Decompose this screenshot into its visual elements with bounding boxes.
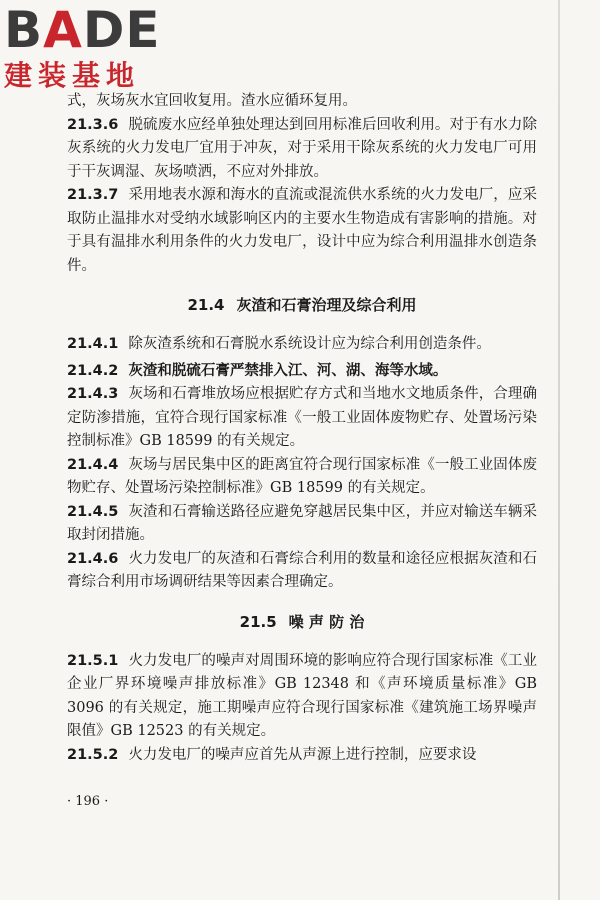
clause-number: 21.5.2 bbox=[67, 746, 119, 763]
clause-21-4-4 bbox=[67, 454, 537, 501]
clause-number: 21.4.6 bbox=[67, 550, 119, 567]
clause-number: 21.4.4 bbox=[67, 456, 119, 473]
logo-subtitle: 建装基地 bbox=[4, 59, 141, 92]
clause-21-5-2 bbox=[67, 744, 537, 768]
section-title: 灰渣和石膏治理及综合利用 bbox=[236, 296, 417, 314]
clause-21-5-1 bbox=[67, 650, 537, 744]
logo-wordmark: BADE bbox=[4, 1, 161, 59]
clause-21-3-6 bbox=[67, 114, 537, 185]
clause-text: 灰场和石膏堆放场应根据贮存方式和当地水文地质条件，合理确定防渗措施，宜符合现行国家标准《一般工业固体废物贮存、处置场污染控制标准》GB 18599 的有关规定。 bbox=[67, 386, 537, 449]
section-heading-21-5 bbox=[67, 611, 537, 633]
clause-number: 21.4.1 bbox=[67, 336, 119, 352]
clause-21-4-6 bbox=[67, 548, 537, 595]
clause-text: 脱硫废水应经单独处理达到回用标准后回收利用。对于有水力除灰系统的火力发电厂宜用于冲灰，对于采用干除灰系统的火力发电厂可用于干灰调湿、灰场喷洒，不应对外排放。 bbox=[67, 116, 537, 180]
section-number: 21.4 bbox=[187, 296, 225, 314]
clause-21-3-7 bbox=[67, 184, 537, 278]
clause-text: 灰渣和石膏输送路径应避免穿越居民集中区，并应对输送车辆采取封闭措施。 bbox=[67, 503, 537, 543]
clause-text: 灰场与居民集中区的距离宜符合现行国家标准《一般工业固体废物贮存、处置场污染控制标准》GB 18599 的有关规定。 bbox=[67, 456, 537, 496]
clause-text: 火力发电厂的灰渣和石膏综合利用的数量和途径应根据灰渣和石膏综合利用市场调研结果等因素合理确定。 bbox=[67, 550, 537, 590]
clause-text: 火力发电厂的噪声应首先从声源上进行控制，应要求设 bbox=[128, 746, 477, 763]
page-number: · 196 · bbox=[67, 794, 109, 809]
scan-page-edge bbox=[558, 0, 560, 900]
clause-number: 21.5.1 bbox=[67, 652, 119, 669]
clause-number: 21.4.5 bbox=[67, 503, 119, 520]
clause-21-4-2 bbox=[67, 359, 537, 384]
section-number: 21.5 bbox=[239, 612, 277, 631]
clause-text: 灰渣和脱硫石膏严禁排入江、河、湖、海等水域。 bbox=[128, 361, 448, 379]
clause-number: 21.3.7 bbox=[67, 187, 119, 203]
clause-21-4-3 bbox=[67, 383, 537, 454]
clause-21-4-5 bbox=[67, 501, 537, 548]
page-content bbox=[67, 90, 537, 767]
clause-number: 21.4.3 bbox=[67, 386, 119, 402]
clause-number: 21.4.2 bbox=[67, 362, 119, 379]
continued-paragraph: 式，灰场灰水宜回收复用。渣水应循环复用。 bbox=[67, 93, 357, 109]
clause-text: 采用地表水源和海水的直流或混流供水系统的火力发电厂，应采取防止温排水对受纳水域影响区内的主要水生物造成有害影响的措施。对于具有温排水利用条件的火力发电厂，设计中应为综合利用温排水创造条件。 bbox=[67, 187, 537, 274]
section-heading-21-4 bbox=[67, 294, 537, 316]
clause-text: 除灰渣系统和石膏脱水系统设计应为综合利用创造条件。 bbox=[128, 336, 491, 352]
bade-logo bbox=[4, 1, 179, 96]
section-title: 噪 声 防 治 bbox=[288, 612, 365, 631]
clause-21-4-1 bbox=[67, 333, 537, 357]
clause-text: 火力发电厂的噪声对周围环境的影响应符合现行国家标准《工业企业厂界环境噪声排放标准》GB 12348 和《声环境质量标准》GB 3096 的有关规定，施工期噪声应符合现行国家标准《建筑施工场界噪声限值》GB 12523 的有关规定。 bbox=[67, 652, 537, 739]
clause-number: 21.3.6 bbox=[67, 116, 119, 133]
